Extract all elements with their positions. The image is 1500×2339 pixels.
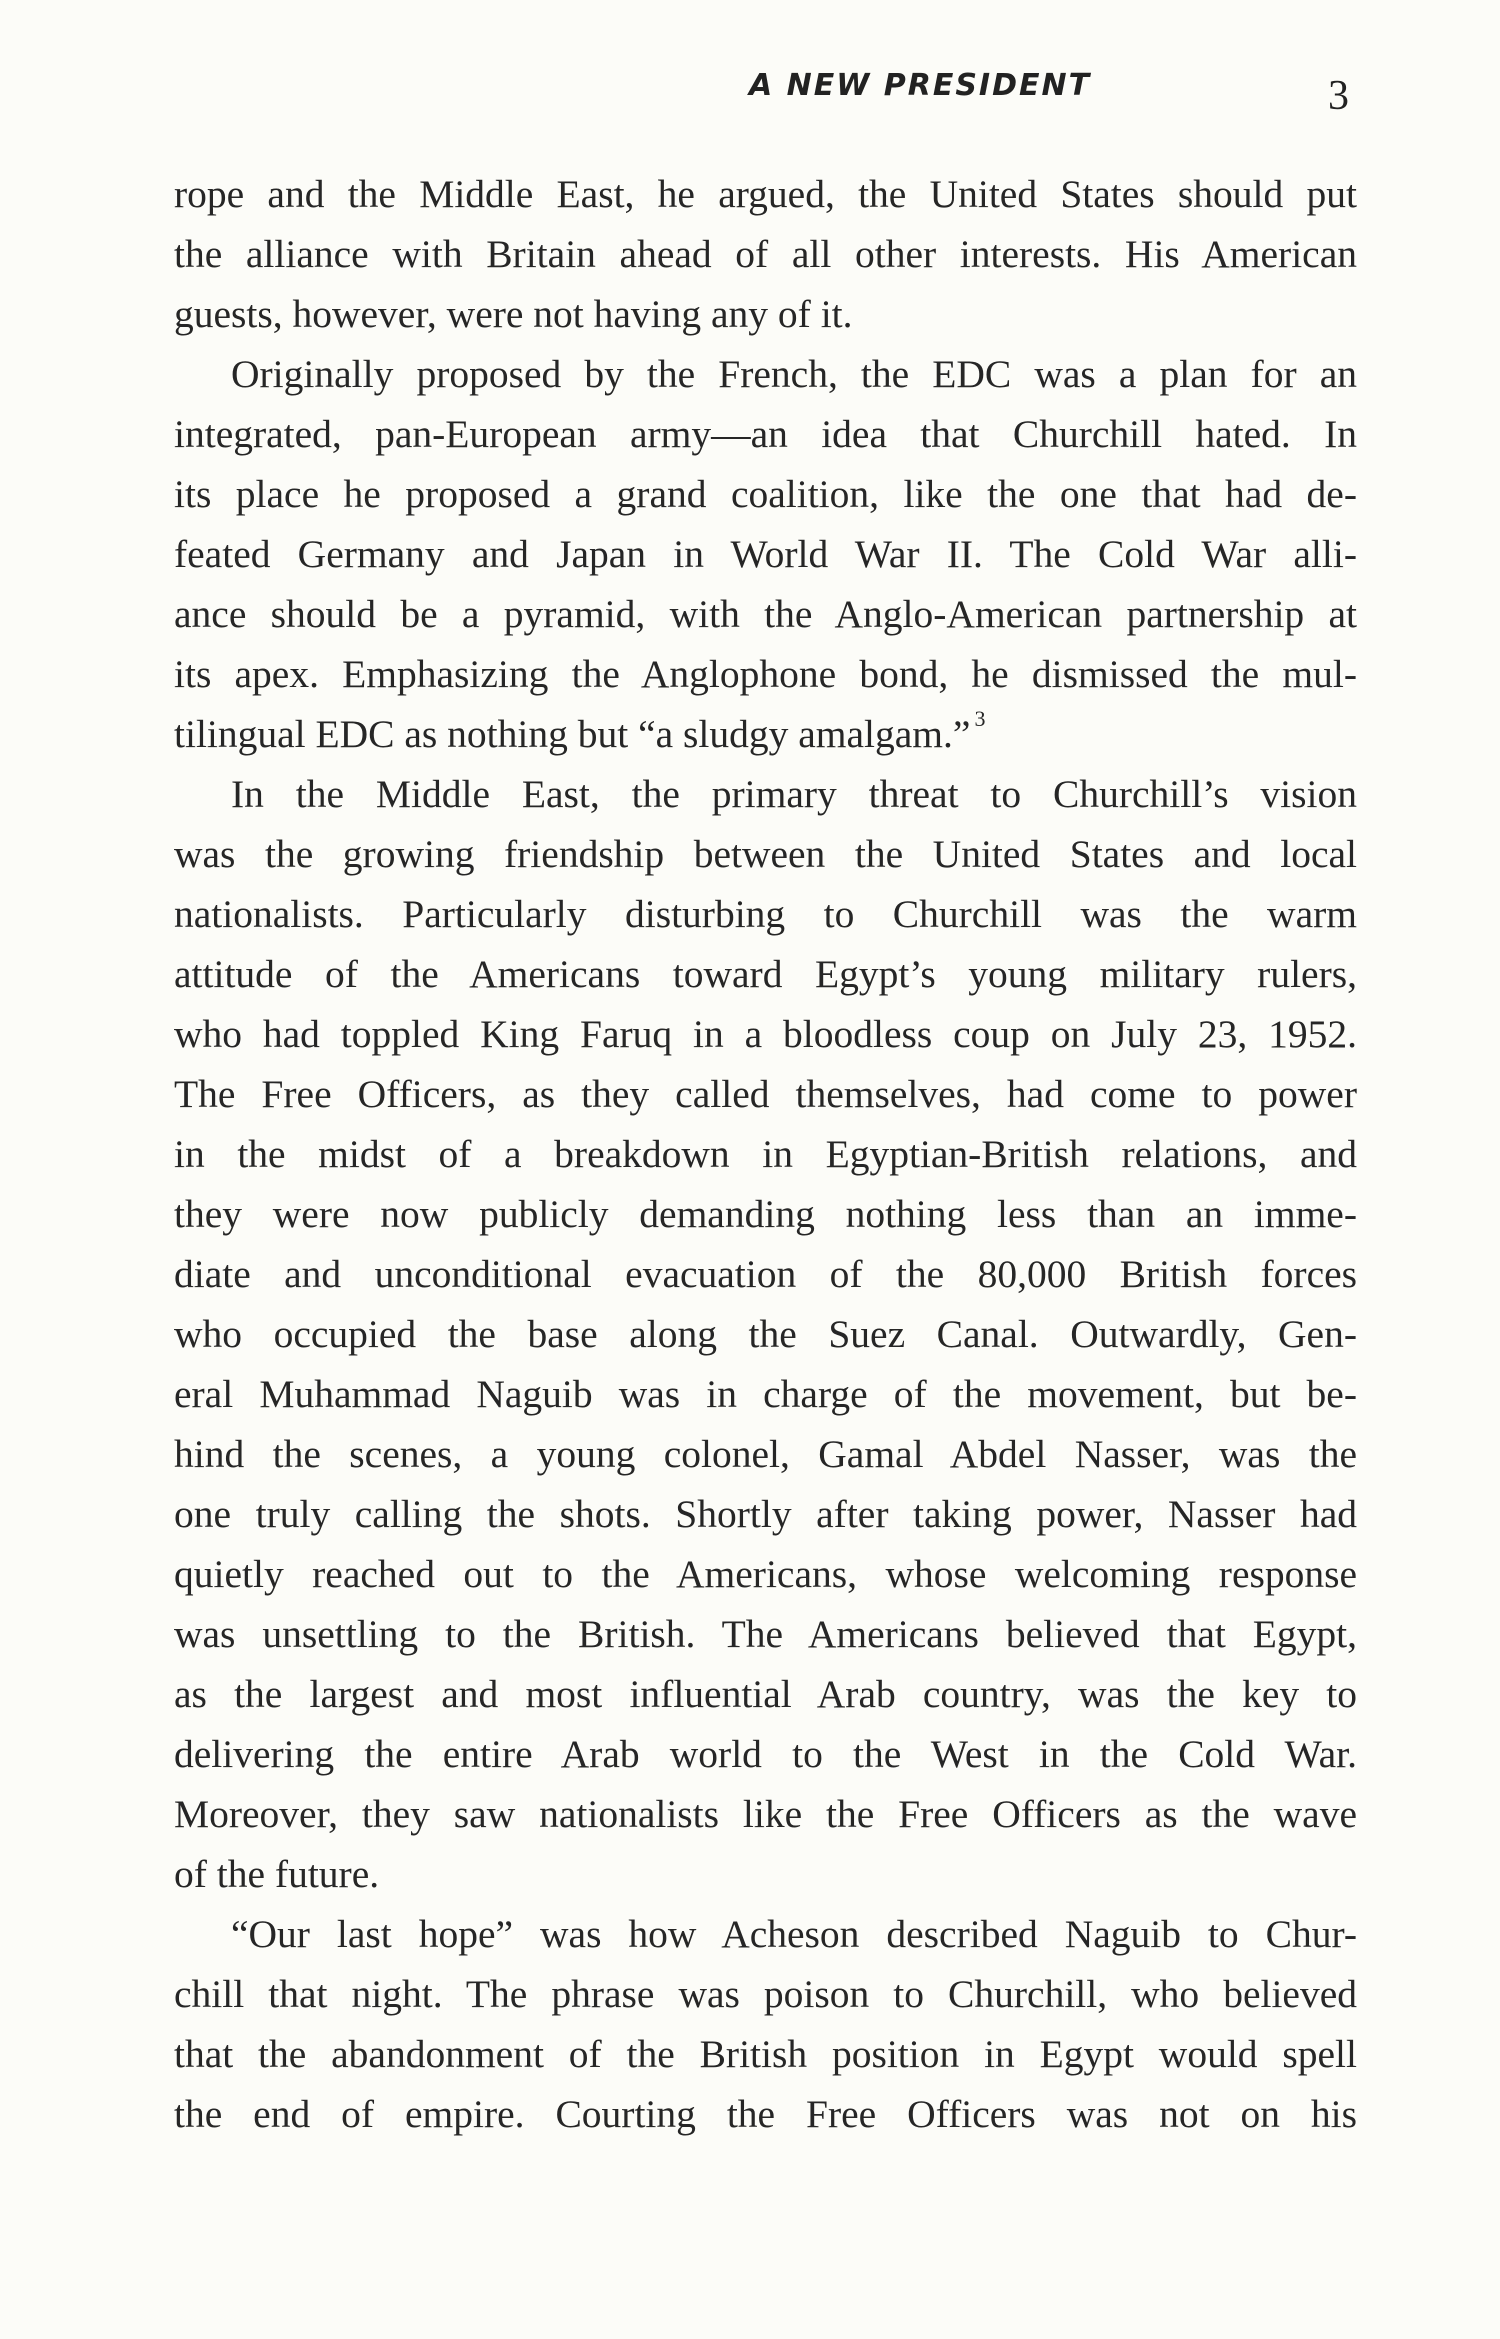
text-line-content: Moreover, they saw nationalists like the Free Officers as the wave [174, 1792, 1357, 1836]
text-line-content: was unsettling to the British. The Americans believed that Egypt, [174, 1612, 1357, 1656]
text-line [174, 2084, 1357, 2144]
text-line [174, 1784, 1357, 1844]
text-line-content: guests, however, were not having any of it. [174, 292, 853, 336]
text-line-content: chill that night. The phrase was poison to Churchill, who believed [174, 1972, 1357, 2016]
text-line [174, 1964, 1357, 2024]
text-line-content: in the midst of a breakdown in Egyptian-British relations, and [174, 1132, 1357, 1176]
text-line-content: feated Germany and Japan in World War II. The Cold War alli- [174, 532, 1357, 576]
text-line [174, 644, 1357, 704]
text-line [174, 2024, 1357, 2084]
text-line-content: the end of empire. Courting the Free Officers was not on his [174, 2092, 1357, 2136]
text-line [174, 404, 1357, 464]
text-line [174, 1604, 1357, 1664]
text-line [174, 1424, 1357, 1484]
text-line [174, 1664, 1357, 1724]
text-line [174, 944, 1357, 1004]
text-line-content: integrated, pan-European army—an idea that Churchill hated. In [174, 412, 1357, 456]
text-line-content: In the Middle East, the primary threat to Churchill’s vision [231, 772, 1357, 816]
text-line [174, 344, 1357, 404]
text-line-content: quietly reached out to the Americans, whose welcoming response [174, 1552, 1357, 1596]
text-line-content: “Our last hope” was how Acheson described Naguib to Chur- [231, 1912, 1357, 1956]
text-line-content: diate and unconditional evacuation of the 80,000 British forces [174, 1252, 1357, 1296]
text-line [174, 464, 1357, 524]
text-line-content: attitude of the Americans toward Egypt’s young military rulers, [174, 952, 1357, 996]
text-line [174, 524, 1357, 584]
text-line-content: who occupied the base along the Suez Canal. Outwardly, Gen- [174, 1312, 1357, 1356]
text-line-content: the alliance with Britain ahead of all other interests. His American [174, 232, 1357, 276]
text-line-content: as the largest and most influential Arab country, was the key to [174, 1672, 1357, 1716]
text-line [174, 1304, 1357, 1364]
text-line-content: was the growing friendship between the United States and local [174, 832, 1357, 876]
page-number: 3 [1328, 73, 1349, 119]
text-line [174, 1124, 1357, 1184]
text-line [174, 1184, 1357, 1244]
text-line [174, 704, 1357, 764]
footnote-marker: 3 [974, 706, 986, 731]
text-line-content: rope and the Middle East, he argued, the United States should put [174, 172, 1357, 216]
text-line-content: they were now publicly demanding nothing less than an imme- [174, 1192, 1357, 1236]
text-line-content: its place he proposed a grand coalition, like the one that had de- [174, 472, 1357, 516]
text-line-content: who had toppled King Faruq in a bloodless coup on July 23, 1952. [174, 1012, 1357, 1056]
text-line [174, 764, 1357, 824]
text-line-content: Originally proposed by the French, the EDC was a plan for an [231, 352, 1357, 396]
text-line-content: ance should be a pyramid, with the Anglo-American partnership at [174, 592, 1357, 636]
text-line-content: its apex. Emphasizing the Anglophone bond, he dismissed the mul- [174, 652, 1357, 696]
text-line-content: of the future. [174, 1852, 380, 1896]
running-head: A NEW PRESIDENT [748, 68, 1092, 103]
text-line [174, 1064, 1357, 1124]
text-line-content: The Free Officers, as they called themselves, had come to power [174, 1072, 1357, 1116]
text-line-content: eral Muhammad Naguib was in charge of the movement, but be- [174, 1372, 1357, 1416]
text-line-content: hind the scenes, a young colonel, Gamal Abdel Nasser, was the [174, 1432, 1357, 1476]
text-line-content: nationalists. Particularly disturbing to Churchill was the warm [174, 892, 1357, 936]
text-line-content: tilingual EDC as nothing but “a sludgy amalgam.” [174, 712, 971, 756]
text-line [174, 1904, 1357, 1964]
text-line-content: that the abandonment of the British position in Egypt would spell [174, 2032, 1357, 2076]
text-line [174, 824, 1357, 884]
text-line [174, 284, 1357, 344]
text-line [174, 1244, 1357, 1304]
text-line [174, 884, 1357, 944]
text-line [174, 1364, 1357, 1424]
text-line-content: one truly calling the shots. Shortly after taking power, Nasser had [174, 1492, 1357, 1536]
text-line [174, 1484, 1357, 1544]
text-line [174, 584, 1357, 644]
body-text [174, 164, 1357, 2144]
text-line [174, 1724, 1357, 1784]
text-line [174, 1544, 1357, 1604]
text-line-content: delivering the entire Arab world to the West in the Cold War. [174, 1732, 1357, 1776]
text-line [174, 164, 1357, 224]
text-line [174, 1844, 1357, 1904]
text-line [174, 1004, 1357, 1064]
text-line [174, 224, 1357, 284]
